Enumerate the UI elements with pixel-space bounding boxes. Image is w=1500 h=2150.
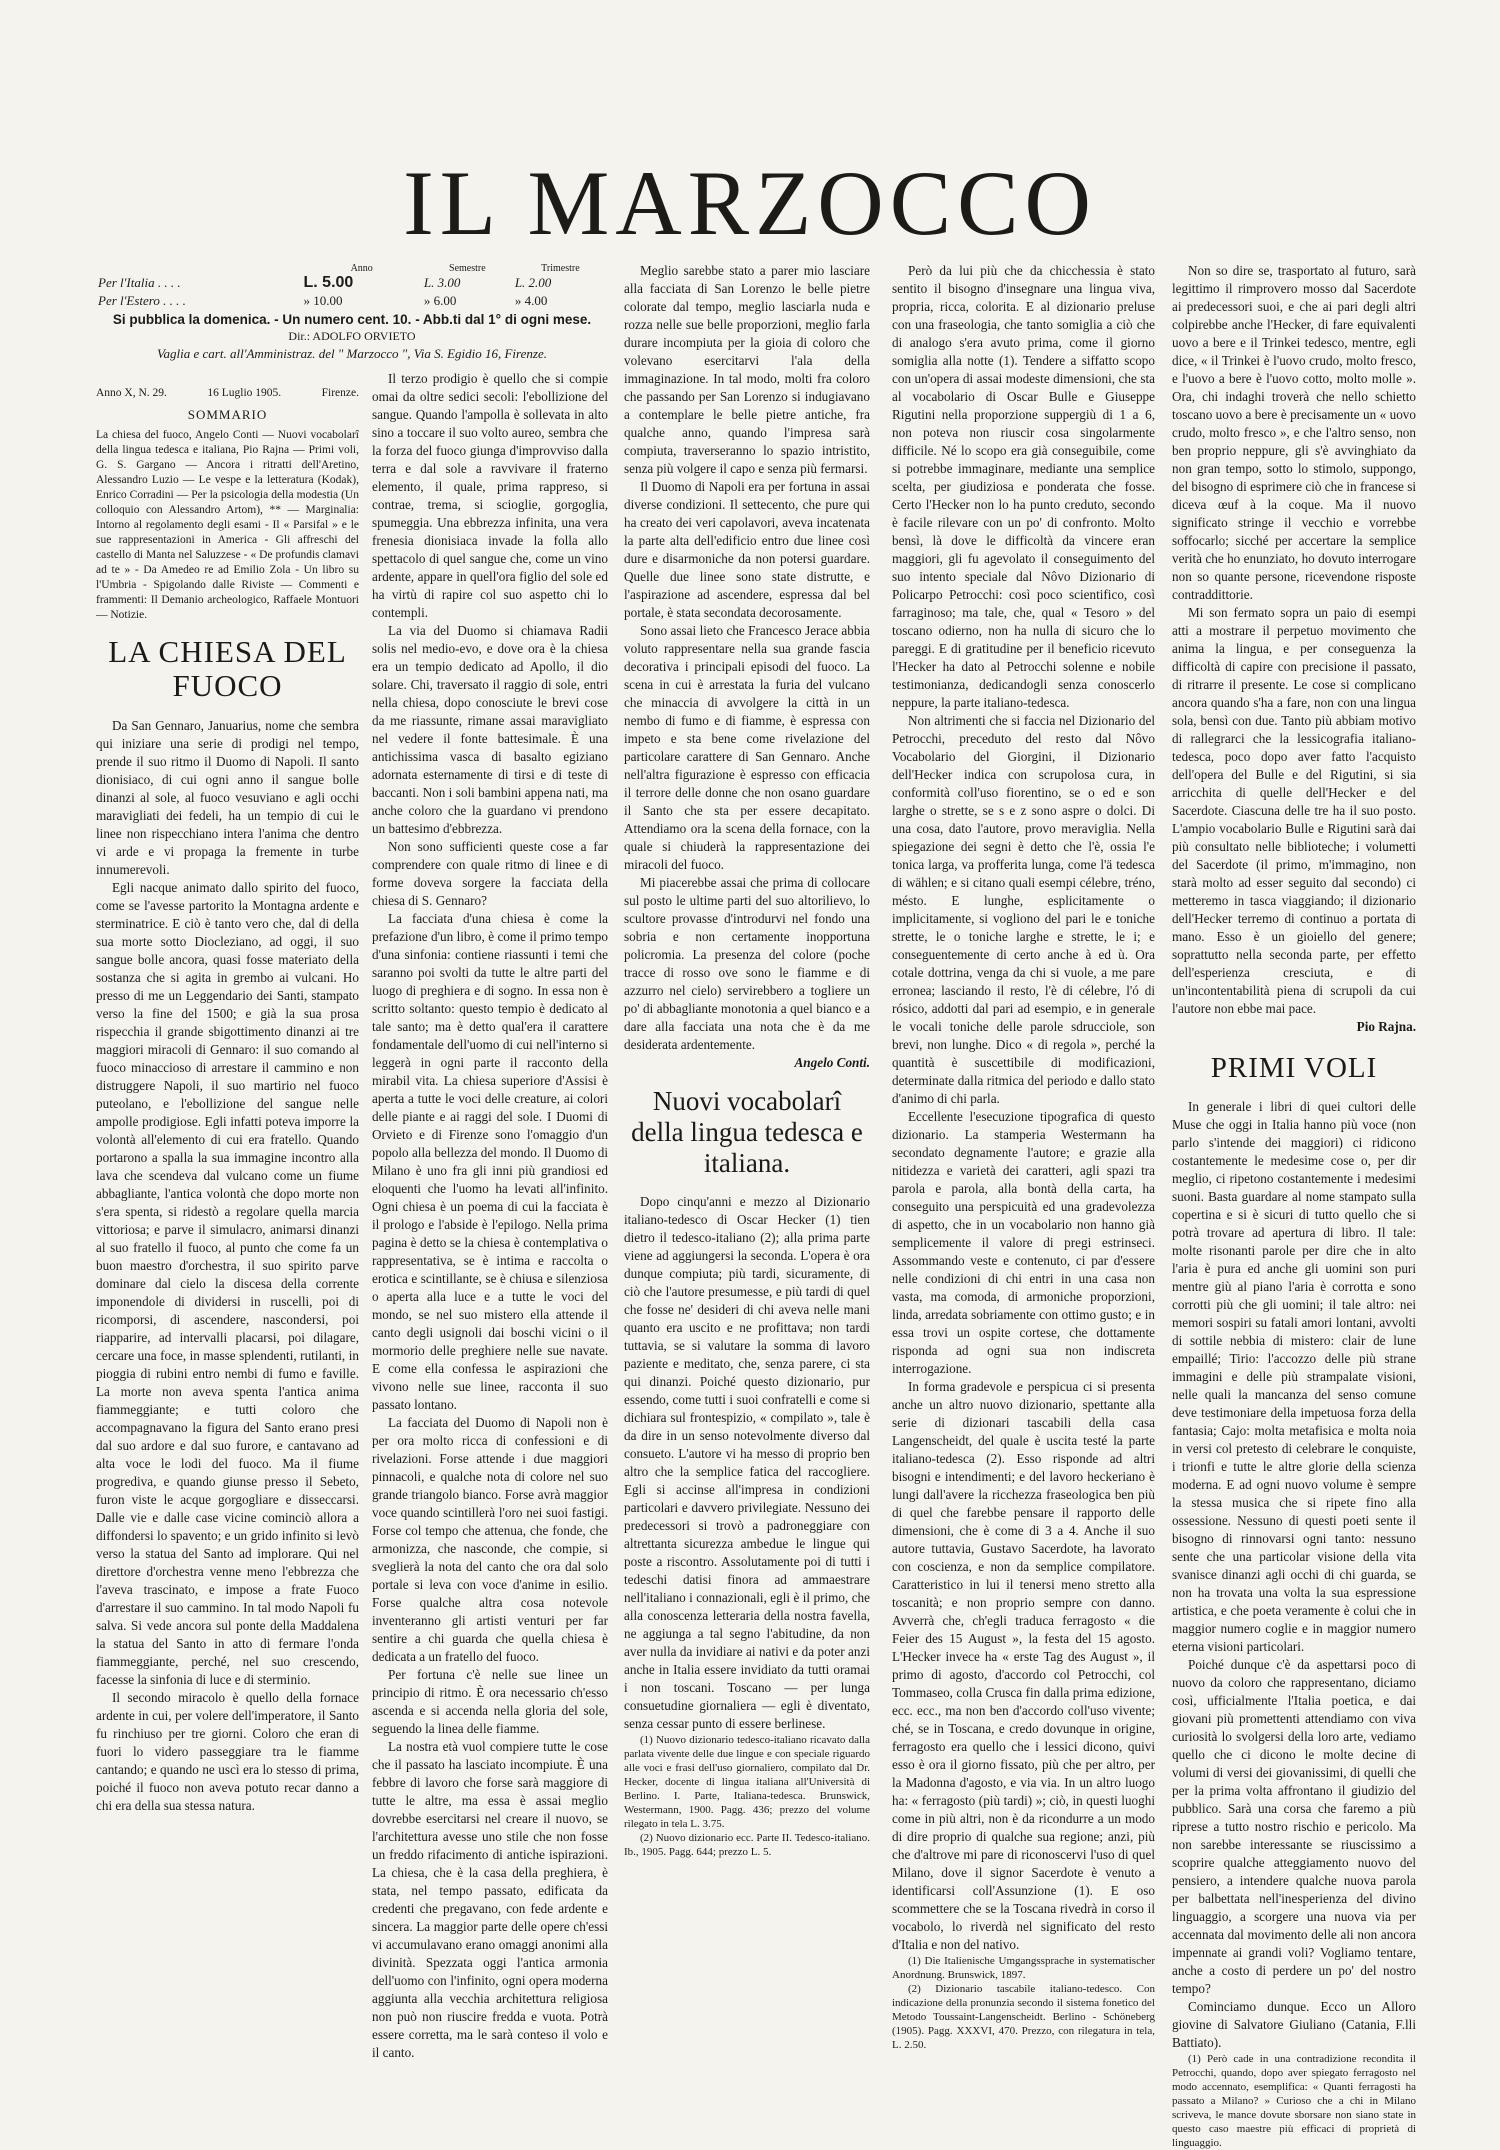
column-5 xyxy=(1172,262,1416,2149)
masthead-title: IL MARZOCCO xyxy=(403,151,1097,254)
chiesa-paragraph: Egli nacque animato dallo spirito del fuoco, come se l'avesse partorito la Montagna ardente e sterminatrice. E ciò è tanto vero che, dal di della sua morte sotto Diocleziano, ad oggi, il suo sangue bolle ancora, quasi fosse materiato della sostanza che si agita in grembo ai vulcani. Ho presso di me un Leggendario dei Santi, stampato verso la fine del 1500; e già la sua prosa rispecchia il grande sbigottimento dinanzi ai tre maggiori miracoli di Gennaro: il suo comando al fuoco minaccioso di arrestare il cammino e non distruggere Napoli, il suo martirio nel fuoco puteolano, e l'ebollizione del sangue nelle ampolle prodigiose. Egli infatti poteva imporre la volontà all'elemento di cui era fratello. Quando portarono a spalla la sua immagine incontro alla lava che scendeva dal vulcano come un fiume abbagliante, l'antica volontà che dopo morte non s'era spenta, si ridestò a regolare quella marcia vittoriosa; e parve il simulacro, animarsi dinanzi al suo fratello il fuoco, al punto che come fa un buon maestro d'orchestra, il suo spirito parve dominare dal cielo la discesa della corrente imponendole di dividersi in ruscelli, poi di ricomporsi, di ascendere, nascondersi, poi riapparire, ad intervalli placarsi, poi dilagare, cercare una foce, in masse splendenti, rutilanti, in pioggia di rubini entro nembi di fumo e faville. La morte non aveva spenta l'antica anima fiammeggiante; e tutti coloro che accompagnavano la figura del Santo erano presi dal suo ardore e dal suo furore, e cantavano ad alta voce le lodi del fuoco. Ma il fiume progrediva, e quando giunse presso il Sebeto, furon viste le acque gorgogliare e disseccarsi. Dalle vie e dalle case vicine cominciò allora a diffondersi lo spavento; e un grido infinito si levò verso la statua del Santo ad implorare. Qui nel direttore d'orchestra venne meno l'ebbrezza che l'aveva trascinato, e impose a frate Fuoco d'arrestare il suo cammino. In tal modo Napoli fu salva. Si vede ancora sul ponte della Maddalena la statua del Santo in atto di fermare l'onda fiammeggiante, perché, nel suo crescendo, facesse la sinfonia di luce e di sterminio. xyxy=(96,880,359,1687)
nuovi-footnote: (1) Die Italienische Umgangssprache in systematischer Anordnung. Brunswick, 1897. xyxy=(892,1955,1155,1981)
column-2 xyxy=(372,370,608,2060)
article-title-nuovi: Nuovi vocabolarî della lingua tedesca e italiana. xyxy=(631,1086,863,1178)
issue-date: 16 Luglio 1905. xyxy=(207,387,282,399)
chiesa-author: Angelo Conti. xyxy=(794,1055,870,1070)
nuovi-paragraph: In forma gradevole e perspicua ci si presenta anche un altro nuovo dizionario, spettante alla serie di dizionari tascabili della casa Langenscheidt, del quale è uscita testé la parte italiano-tedesca (2). Esso risponde ad altri bisogni e intendimenti; e del lavoro heckeriano è lungi dall'avere la ricchezza fraseologica ben più di quel che farebbe pensare il rapporto delle dimensioni, che è come di 3 a 4. Anche il suo autore tuttavia, Gustavo Sacerdote, ha lavorato con coscienza, e non da semplice compilatore. Caratteristico in lui il tenersi meno stretto alla toscanità; e non proprio sempre con danno. Avverrà che, ch'egli traduca ferragosto « die Feier des 15 August », la festa del 15 agosto. L'Hecker invece ha « erste Tag des August », il primo di agosto, d'accordo col Petrocchi, col Tommaseo, colla Crusca fin dalla prima edizione, ecc. ecc., ma non ben d'accordo coll'uso vivente; ché, se in Toscana, e credo dovunque in origine, ferragosto era quello che i lessici dicono, quivi esso è ora il giorno fissato, più che per altro, per la Madonna d'agosto, e via via. In un altro luogo ha: « ferragosto (più tardi) »; ciò, in questi luoghi come in più altri, non è da ricondurre a un modo di dire proprio di qualche sua regione; anzi, più che d'altrove mi pare di riconoscervi l'uso di quel Milano, dove il signor Sacerdote è venuto a identificarsi coll'Assunzione (1). E oso scommettere che se la Toscana rivedrà in corso il vocabolo, lo riverdà nel significato del resto d'Italia e non del nativo. xyxy=(892,1379,1155,1952)
chiesa-paragraph: Meglio sarebbe stato a parer mio lasciare alla facciata di San Lorenzo le belle pietre colorate dal tempo, meglio lasciarla nuda e rozza nelle sue belle proporzioni, meglio farla durare incompiuta per la gioia di coloro che volevano esercitarvi l'ala della immaginazione. In tal modo, molti fra coloro che passando per San Lorenzo si indugiavano a contemplare le belle pietre antiche, fra qualche anno, quando l'impresa sarà compiuta, traverseranno lo spazio intristito, senza più volgere il capo e senza più fermarsi. xyxy=(624,263,870,476)
estero-label: Per l'Estero . . . . xyxy=(98,293,186,308)
nuovi-paragraph: Dopo cinqu'anni e mezzo al Dizionario italiano-tedesco di Oscar Hecker (1) tien dietro il tedesco-italiano (2); alla prima parte viene ad aggiungersi la seconda. L'opera è ora dunque compiuta; più tardi, sicuramente, di ciò che l'autore presumesse, e più tardi di quel che fosse ne' desideri di chi aveva nelle mani quanto era uscito e ne profittava; non tardi tuttavia, se si valutare la somma di lavoro paziente e meditato, che, senza parere, ci sta qui dinanzi. Poiché questo dizionario, pur essendo, come tutti i suoi confratelli e come si dichiara sul frontespizio, « compilato », tale è da dire in un senso notevolmente diverso dal consueto. L'autore vi ha messo di proprio ben altro che la semplice fatica del raccogliere. Egli si accinse all'impresa in condizioni particolari e davvero privilegiate. Nessuno dei predecessori si trovò a padroneggiare con altrettanta sicurezza ambedue le lingue qui poste a riscontro. Assolutamente poi di tutti i tedeschi datisi finora ad ammaestrare nell'italiano i connazionali, egli è il primo, che alla conoscenza letteraria della nostra favella, ne aggiunga a tal segno l'abitudine, da non aver nulla da invidiare ai nativi e da poter anzi anche in Italia essere invidiato da tutti oramai i non toscani. Toscano — per lunga consuetudine giornaliera — egli è diventato, senza cessar punto di essere berlinese. xyxy=(624,1194,870,1731)
chiesa-paragraph: La via del Duomo si chiamava Radii solis nel medio-evo, e dove ora è la chiesa era un tempio dedicato ad Apollo, il dio solare. Chi, traversato il raggio di sole, entri nella chiesa, dopo conosciute le brevi cose da me riassunte, rimane assai maravigliato nel vedere il fonte battesimale. È una antichissima vasca di basalto egiziano adornata esternamente di tirsi e di teste di baccanti. Non i soli bambini appena nati, ma anche coloro che la guardano vi prendono un battesimo d'ebbrezza. xyxy=(372,623,608,836)
estero-trimestre: » 4.00 xyxy=(514,293,548,308)
chiesa-paragraph: La nostra età vuol compiere tutte le cose che il passato ha lasciato incompiute. È una febbre di lavoro che forse sarà maggiore di tutte le altre, ma essa è assai meglio dovrebbe esercitarsi nel creare il nuovo, se l'architettura avesse uno stile che non fosse un freddo rifacimento di antiche ispirazioni. La chiesa, che è la casa della preghiera, è stata, nel tempo passato, edificata da credenti che pregavano, con fede ardente e sincera. La maggior parte delle opere ch'essi vi accumulavano erano omaggi anonimi alla divinità. Spezzata oggi l'antica armonia dell'uomo con l'infinito, ogni opera moderna aggiunta alla vecchia architettura religiosa non può non riuscire fredda e vuota. Potrà essere corretta, ma le sarà conteso il volo e il canto. xyxy=(372,1739,608,2060)
subscription-table xyxy=(96,262,608,310)
nuovi-paragraph: Però da lui più che da chicchessia è stato sentito il bisogno d'insegnare una lingua viva, propria, ricca, colorita. E al dizionario preluse con una fraseologia, che tanto somiglia a ciò che di analogo s'era avuto prima, come il giorno somiglia alla notte (1). Tendere a siffatto scopo con un'opera di assai modeste dimensioni, che sta al vocabolario di Oscar Bulle e Giuseppe Rigutini nella proporzione suppergiù di 1 a 6, non poteva non riuscir cosa singolarmente difficile. Né lo scopo era già conseguibile, come si potrebbe immaginare, mediante una semplice scelta, per giudiziosa e ponderata che fosse. Certo l'Hecker non lo ha punto creduto, secondo è facile rilevare con un po' di confronto. Molto bensì, là dove le difficoltà da vincere eran maggiori, gli fu agevolato il conseguimento del suo intento speciale dal Nôvo Dizionario di Policarpo Petrocchi: così poco scientifico, così farraginoso; ma tale, che, qual « Tesoro » del toscano odierno, non ha nulla di sicuro che lo pareggi. E di gratitudine per il beneficio ricevuto l'Hecker ha dato al Petrocchi solenne e nobile testimonianza, dedicandogli senza conoscerlo neppure, la parte italiano-tedesca. xyxy=(892,263,1155,710)
head-anno: Anno xyxy=(350,262,373,274)
sommario-title: SOMMARIO xyxy=(187,407,268,422)
chiesa-paragraph: La facciata del Duomo di Napoli non è per ora molto ricca di confessioni e di rivelazioni. Forse attende i due maggiori pinnacoli, e qualche nota di colore nel suo grande triangolo bianco. Forse avrà maggior voce quando scintillerà l'oro nei suoi fastigi. Forse col tempo che attenua, che fonde, che armonizza, che nasconde, che compie, si sveglierà la nota del canto che ora dal solo portale si leva con voce d'anime in esilio. Forse qualche altra cosa notevole inventeranno gli artisti venturi per far sentire a chi guarda che quella chiesa è dedicata a un fratello del fuoco. xyxy=(372,1415,608,1664)
director-line: Dir.: ADOLFO ORVIETO xyxy=(288,329,416,343)
nuovi-paragraph: Non altrimenti che si faccia nel Dizionario del Petrocchi, preceduto del resto dal Nôvo Vocabolario del Giorgini, il Dizionario dell'Hecker indica con scrupolosa cura, in conformità coll'uso fiorentino, se o ed e son larghe o strette, se s e z sono aspre o dolci. Di una cosa, dato l'autore, provo meraviglia. Nella spiegazione dei segni è detto che l'è, ossia l'e tonica larga, va profferita lunga, come l'ä tedesca di wählen; e si citano quali esempi célebre, tréno, mésto. E lunghe, esplicitamente o implicitamente, si vogliono del pari le e toniche strette, le o toniche larghe e strette, le i; e conseguentemente di certo anche à ed ù. Ora cotale dottrina, venga da chi si vuole, a me pare erronea; lasciando il resto, l'è di célebre, l'ó di rósico, addotti dal pari ad esempio, e in generale le vocali toniche delle parole sdrucciole, son brevi, non lunghe. Dico « di regola », perché la quantità è suscettibile di modificazioni, determinate dalla ritmica del periodo e dallo stato d'animo di chi parla. xyxy=(892,713,1155,1106)
article-title-primi: PRIMI VOLI xyxy=(1210,1052,1378,1084)
column-4 xyxy=(892,262,1155,2051)
estero-semestre: » 6.00 xyxy=(423,293,457,308)
chiesa-paragraph: Mi piacerebbe assai che prima di collocare sul posto le ultime parti del suo altorilievo, lo scultore provasse d'introdurvi nel fondo una sobria e non certamente inopportuna policromia. La presenza del colore (poche tracce di rosso ove sono le fiamme e di azzurro nel cielo) servirebbero a togliere un po' di abbagliante monotonia a quel bianco e a dare alla facciata una nota che è da me desiderata ardentemente. xyxy=(624,875,870,1052)
issue-line xyxy=(96,384,359,402)
primi-footnote: (1) Però cade in una contradizione recondita il Petrocchi, quando, dopo aver spiegato ferragosto nel modo accennato, esemplifica: « Quanti ferragosti ha passato a Milano? » Curioso che a chi in Milano scriveva, le mance dovute sborsare non siano state in questo caso maestre più efficaci di proprietà di linguaggio. xyxy=(1172,2053,1416,2149)
primi-paragraph: Cominciamo dunque. Ecco un Alloro giovine di Salvatore Giuliano (Catania, F.lli Battiato). xyxy=(1172,1999,1416,2050)
chiesa-paragraph: Il Duomo di Napoli era per fortuna in assai diverse condizioni. Il settecento, che pure qui ha creato dei veri capolavori, aveva incatenata la parte alta dell'edificio entro due linee così dure e disarmoniche da non potersi guardare. Quelle due linee sono state distrutte, e l'aspirazione ad ascendere, espressa dal bel portale, è stata secondata decorosamente. xyxy=(624,479,870,620)
column-1 xyxy=(96,378,359,1949)
italia-semestre: L. 3.00 xyxy=(423,275,461,290)
primi-paragraph: In generale i libri di quei cultori delle Muse che oggi in Italia hanno più voce (non parlo s'intende dei maggiori) ci ridicono costantemente le medesime cose o, per dir meglio, ci ripetono costantemente i medesimi suoni. Basta guardare al nome stampato sulla copertina e si è sicuri di tutto quello che si potrà trovare ad apertura di libro. Il tale: molte risonanti parole per dire che in alto l'aria è pura ed anche gli uomini son puri mentre giù al piano l'aria è corrotta e sono corrotti più che gli uomini; il tale altro: nei memori sospiri su fatali amori lontani, avvolti di sottile nebbia di mistero: clair de lune empaillé; Tirio: l'accozzo delle più strane immagini e delle più strampalate visioni, nelle quali la mancanza del senso comune deve testimoniare della impetuosa forza della fantasia; Cajo: molta metafisica e molta noia in versi col pretesto di celebrare le conquiste, i trionfi e tutte le altre glorie della scienza moderna. E ad ogni nuovo volume è sempre la stessa musica che si ripete fino alla ossessione. Nessuno di questi poeti sente il bisogno di rinnovarsi ogni tanto: nessuno sente che una particolar visione della vita svanisce dinanzi agli occhi di chi guarda, se non ha trovata una volta la sua espressione artistica, e che poeta veramente è colui che in maggior numero coglie e in maggior numero eterna visioni particolari. xyxy=(1172,1099,1416,1654)
subscription-block xyxy=(96,262,608,364)
issue-number: Anno X, N. 29. xyxy=(96,387,167,399)
article-title-chiesa: LA CHIESA DEL FUOCO xyxy=(108,634,347,703)
nuovi-author: Pio Rajna. xyxy=(1356,1019,1416,1034)
chiesa-paragraph: Per fortuna c'è nelle sue linee un principio di ritmo. È ora necessario ch'esso ascenda e si accenda nella gloria del sole, seguendo la linea delle fiamme. xyxy=(372,1667,608,1736)
nuovi-paragraph: Mi son fermato sopra un paio di esempi atti a mostrare il perpetuo movimento che anima la lingua, e per conseguenza la difficoltà di capire con precisione il passato, di ritrarre il presente. Le cose si complicano ancora quando s'ha a fare, non con una lingua sola, bensì con due. Tanto più abbiam motivo di rallegrarci che la lessicografia italiano-tedesca, poco dopo aver fatto l'acquisto dell'opera del Bulle e del Rigutini, si sia arricchita di quelle dell'Hecker e del Sacerdote. Ciascuna delle tre ha il suo posto. L'ampio vocabolario Bulle e Rigutini sarà dai più consultato nelle biblioteche; i volumetti del Sacerdote (il primo, m'immagino, non starà molto ad esser seguito dal secondo) ci metteremo in tasca viaggiando; il dizionario dell'Hecker terremo di continuo a portata di mano. Esso è un gioiello del genere; soprattutto nella seconda parte, per effetto dell'esperienza cresciuta, e di un'incontentabilità piena di scrupoli da cui l'autore non ebbe mai pace. xyxy=(1172,605,1416,1016)
nuovi-footnote: (2) Dizionario tascabile italiano-tedesco. Con indicazione della pronunzia secondo il sistema fonetico del Metodo Toussaint-Langenscheidt. Berlino - Schöneberg (1905). Pagg. XXXVI, 470. Prezzo, con rilegatura in tela, L. 2.50. xyxy=(892,1983,1155,2051)
head-trimestre: Trimestre xyxy=(541,262,580,274)
italia-label: Per l'Italia . . . . xyxy=(98,275,181,290)
chiesa-paragraph: Da San Gennaro, Januarius, nome che sembra qui iniziare una serie di prodigi nel tempo, prende il suo ritmo il Duomo di Napoli. Il santo dionisiaco, di cui ogni anno il sangue bolle dinanzi al sole, al fuoco vesuviano e agli occhi maravigliati dei fedeli, ha un tempio di cui le linee non rispecchiano intera l'anima che dentro vi arde e vi propaga la fremente in turbe innumerevoli. xyxy=(96,718,359,877)
vaglia-line: Vaglia e cart. all'Amministraz. del " Marzocco ", Via S. Egidio 16, Firenze. xyxy=(157,346,547,361)
head-semestre: Semestre xyxy=(449,262,486,274)
chiesa-paragraph: Sono assai lieto che Francesco Jerace abbia voluto rappresentare nella sua grande fascia decorativa i principali episodi del fuoco. La scena in cui è arrestata la furia del vulcano che minaccia di avvolgere la città in un nembo di fumo e di fiamme, è espressa con impeto e sta bene come rivelazione del particolare carattere di San Gennaro. Anche nell'altra figurazione è espresso con efficacia il terrore delle donne che non osano guardare il Santo che sta per essere decapitato. Attendiamo ora la scena della fornace, con la quale si chiuderà la rappresentazione dei miracoli del fuoco. xyxy=(624,623,870,872)
estero-anno: » 10.00 xyxy=(303,293,343,308)
nuovi-footnote: (2) Nuovo dizionario ecc. Parte II. Tedesco-italiano. Ib., 1905. Pagg. 644; prezzo L. 5. xyxy=(624,1832,870,1858)
chiesa-paragraph: Il secondo miracolo è quello della fornace ardente in cui, per volere dell'imperatore, il Santo fu rinchiuso per tre giorni. Coloro che eran di fuori lo videro passeggiare tra le fiamme cantando; e quando ne uscì era lo stesso di prima, poiché il fuoco non aveva potuto recar danno a chi era della sua stessa natura. xyxy=(96,1690,359,1813)
publication-notice: Si pubblica la domenica. - Un numero cent. 10. - Abb.ti dal 1° di ogni mese. xyxy=(112,312,592,327)
issue-city: Firenze. xyxy=(321,387,359,399)
chiesa-paragraph: Il terzo prodigio è quello che si compie omai da oltre sedici secoli: l'ebollizione del sangue. Quando l'ampolla è sollevata in alto sino a toccare il suo volto aureo, sembra che la forza del fuoco giunga d'improvviso dalla terra e dal sole a ravvivare il fraterno elemento, il quale, prima rappreso, si contrae, trema, si scioglie, gorgoglia, spumeggia. Una ebbrezza infinita, una vera frenesia dionisiaca invade la folla allo spettacolo di quel sangue che, come un vino ardente, appare in quell'ora figlio del sole ed ha virtù di rapire col suo aspetto chi lo contempli. xyxy=(372,371,608,620)
nuovi-footnote: (1) Nuovo dizionario tedesco-italiano ricavato dalla parlata vivente delle due lingue e con speciale riguardo alle voci e frasi dell'uso giornaliero, compilato dal Dr. Hecker, docente di lingua italiana all'Università di Berlino. I. Parte, Italiana-tedesca. Brunswick, Westermann, 1900. Pagg. 436; prezzo del volume rilegato in tela L. 3.75. xyxy=(624,1734,870,1830)
column-3 xyxy=(624,262,870,1949)
chiesa-paragraph: La facciata d'una chiesa è come la prefazione d'un libro, è come il primo tempo d'una sinfonia: contiene riassunti i temi che saranno poi svolti da tutte le altre parti del luogo di preghiera e di sogno. In essa non è scritto soltanto: questo tempio è dedicato al tale santo; ma è detto qual'era il carattere fondamentale dell'uomo di cui nell'interno si leggerà in ogni parte il racconto della mirabil vita. La chiesa superiore d'Assisi è aperta a tutte le voci delle creature, ai colori delle piante e ai raggi del sole. I Duomi di Orvieto e di Firenze sono l'omaggio d'un popolo alla bellezza del mondo. Il Duomo di Milano è uno fra gli inni più grandiosi ed eloquenti che l'uomo ha levati all'infinito. Ogni chiesa è un poema di cui la facciata è il prologo e l'abside è l'epilogo. Nella prima pagina è detto se la chiesa è contemplativa o rappresentativa, se è intima e raccolta o erotica e scintillante, se è chiusa e silenziosa o aperta alla luce e a tutte le voci del mondo, se nel suo mistero ella attende il canto degli usignoli dai boschi vicini o il mormorio delle preghiere nelle sue navate. E come ella confessa le aspirazioni che vivono nelle sue linee, racconta il suo passato lontano. xyxy=(372,911,608,1412)
chiesa-paragraph: Non sono sufficienti queste cose a far comprendere con quale ritmo di linee e di forme doveva sorgere la facciata della chiesa di S. Gennaro? xyxy=(372,839,608,908)
nuovi-paragraph: Eccellente l'esecuzione tipografica di questo dizionario. La stamperia Westermann ha secondato degnamente l'autore; e grazie alla nitidezza e varietà dei caratteri, agli spazi tra parola e parola, alla bontà della carta, ha conseguito una perspicuità ed una gradevolezza di aspetto, che in un vocabolario non hanno già semplicemente il valore di pregi estrinseci. Assommando veste e contenuto, ci par d'essere nelle condizioni di chi entri in una casa non vasta, ma comoda, di armoniche proporzioni, linda, arredata sobriamente con ottimo gusto; e in essa trovi un ospite cortese, che dottamente risponda ad ogni sua non indiscreta interrogazione. xyxy=(892,1109,1155,1376)
sommario-text: La chiesa del fuoco, Angelo Conti — Nuovi vocabolarî della lingua tedesca e italiana, Pio Rajna — Primi voli, G. S. Gargano — Ancora i ritratti dell'Aretino, Alessandro Luzio — Le vespe e la letteratura (Kodak), Enrico Corradini — Per la psicologia della modestia (Un colloquio con Alessandro Artom), ** — Marginalia: Intorno al regolamento degli esami - Il « Parsifal » e le sue rappresentazioni in America - Gli affreschi del castello di Manta nel Saluzzese - « De profundis clamavi ad te » - Da Amedeo re ad Emilio Zola - Un libro su l'Umbria - Spigolando dalle Riviste — Commenti e frammenti: Il Demanio archeologico, Raffaele Montuori — Notizie. xyxy=(96,429,359,621)
italia-anno: L. 5.00 xyxy=(303,274,354,291)
italia-trimestre: L. 2.00 xyxy=(514,275,552,290)
primi-paragraph: Poiché dunque c'è da aspettarsi poco di nuovo da coloro che rappresentano, diciamo così, ufficialmente l'Italia poetica, e dai giovani più promettenti attendiamo con viva curiosità lo svolgersi della loro arte, vediamo quello che ci dicono le molte decine di volumi di versi dei giovanissimi, di quelli che per la prima volta affrontano il giudizio del pubblico. Sarà una corsa che faremo a più riprese a tutto nostro rischio e pericolo. Ma non sarebbe interessante se riuscissimo a scoprire qualche atteggiamento nuovo del pensiero, a intendere qualche nuova parola per balbettata nell'inesperienza del divino linguaggio, a scorgere una nuova via per accennata dal movimento delle ali non ancora impennate ai grandi voli? Vogliamo tentare, anche a costo di perdere un po' del nostro tempo? xyxy=(1172,1657,1416,1996)
nuovi-paragraph: Non so dire se, trasportato al futuro, sarà legittimo il rimprovero mosso dal Sacerdote ai predecessori suoi, e che ai pari degli altri colpirebbe anche l'Hecker, di fare equivalenti uovo a bere e il Trinkei tedesco, mentre, egli dice, « il Trinkei è l'uovo crudo, molto fresco, e l'uovo a bere è l'uovo cotto, molto molle ». Ora, chi indaghi troverà che nello schietto toscano uovo a bere è precisamente un « uovo crudo, molto fresco », e che l'altro senso, non ben proprio neppure, gli s'è avvinghiato da non gran tempo, sotto lo stimolo, suppongo, del bisogno di esprimere ciò che in francese si diceva œuf à la coque. Ma il nuovo significato stringe il vecchio e vorrebbe soffocarlo; sicché per accertare la semplice verità che ho enunziato, ho dovuto interrogare non so quante persone, ricevendone risposte contraddittorie. xyxy=(1172,263,1416,602)
